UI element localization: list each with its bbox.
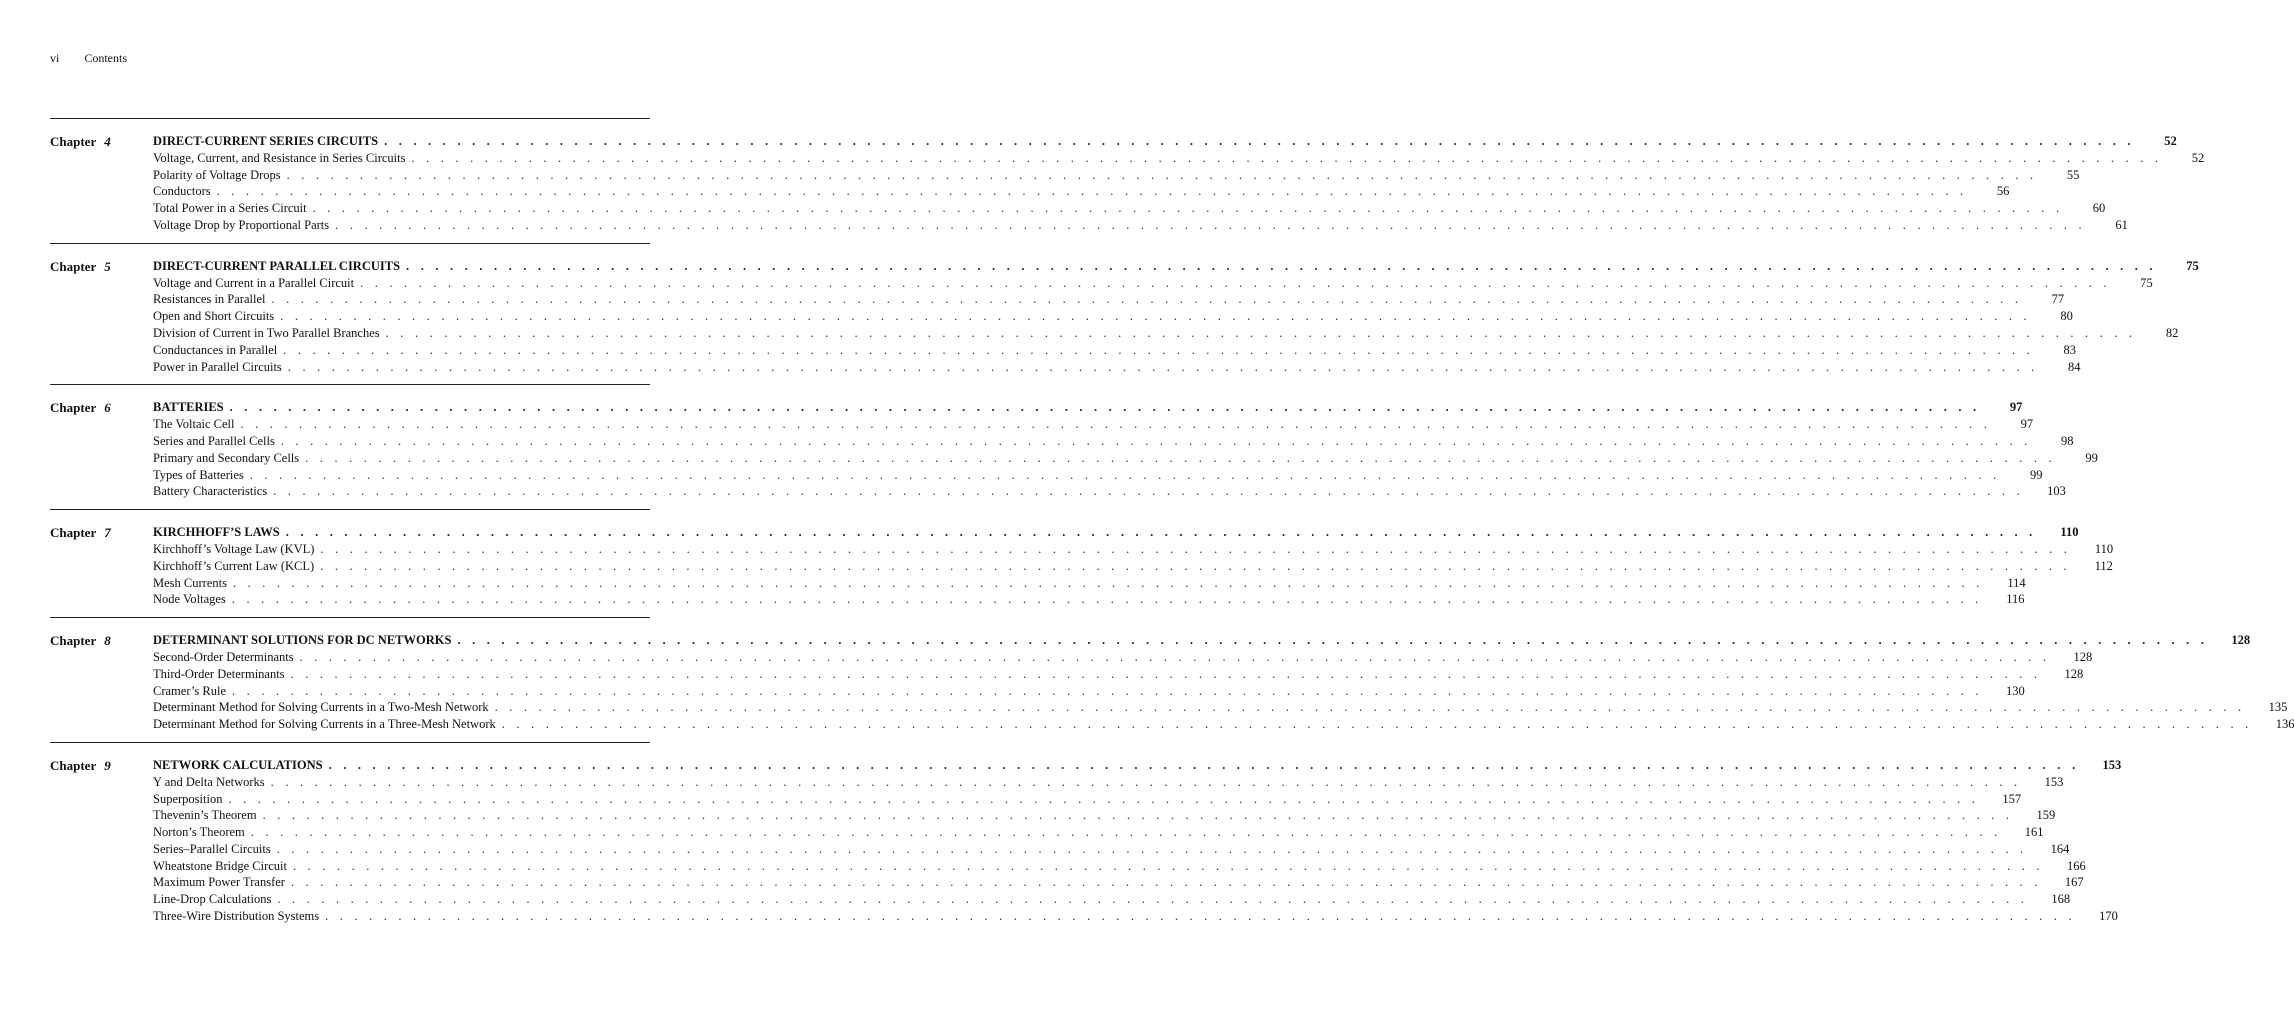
entry-title: Second-Order Determinants [153,649,294,664]
chapter-title-row[interactable] [153,258,2199,275]
dot-leader: . . . . . . . . . . . . . . . . . . . . . . . . . . . . . . . . . . . . . . . . . . . . . . . . . . . . . . . . . . . . . . . . . . . . . . . . . . . . . . . . . . . . . . . . . . . . . . . . . . . . . . . . . . . . . . . . . . . . . . . . [283,342,2034,357]
chapter-title: DIRECT-CURRENT SERIES CIRCUITS [153,134,379,148]
chapter-page: 153 [2102,757,2122,772]
toc-entry[interactable] [153,416,2034,433]
toc-entry[interactable] [153,774,2064,791]
entry-page: 116 [2006,592,2025,607]
chapter-section [50,742,2122,934]
running-head [50,51,127,66]
dot-leader: . . . . . . . . . . . . . . . . . . . . . . . . . . . . . . . . . . . . . . . . . . . . . . . . . . . . . . . . . . . . . . . . . . . . . . . . . . . . . . . . . . . . . . . . . . . . . . . . . . . . . . . . . . . . . . . . . . . . . . . . [229,400,1981,415]
toc-entry[interactable] [153,167,2080,184]
chapter-label [50,400,111,416]
chapter-entries [153,757,2122,925]
toc-entry[interactable] [153,467,2043,484]
chapter-title: KIRCHHOFF’S LAWS [153,525,280,540]
entry-page: 52 [2191,150,2205,165]
dot-leader: . . . . . . . . . . . . . . . . . . . . . . . . . . . . . . . . . . . . . . . . . . . . . . . . . . . . . . . . . . . . . . . . . . . . . . . . . . . . . . . . . . . . . . . . . . . . . . . . . . . . . . . . . . . . . . . . . . . . . . . . [240,417,1992,432]
chapter-number: 7 [104,525,111,541]
entry-title: Division of Current in Two Parallel Branches [153,325,380,340]
chapter-entries [153,399,2098,500]
entry-title: Series and Parallel Cells [153,433,275,448]
chapter-title: DIRECT-CURRENT PARALLEL CIRCUITS [153,258,401,273]
toc-entry[interactable] [153,791,2022,808]
chapter-number: 5 [104,258,111,274]
toc-entry[interactable] [153,450,2098,467]
entry-title: Y and Delta Networks [153,774,265,789]
entry-page: 114 [2007,575,2026,590]
chapter-label [50,758,111,774]
toc-entry[interactable] [153,308,2073,325]
dot-leader: . . . . . . . . . . . . . . . . . . . . . . . . . . . . . . . . . . . . . . . . . . . . . . . . . . . . . . . . . . . . . . . . . . . . . . . . . . . . . . . . . . . . . . . . . . . . . . . . . . . . . . . . . . . . . . . . . . . . . . . . [335,217,2086,232]
entry-title: Norton’s Theorem [153,825,245,840]
chapter-title: DETERMINANT SOLUTIONS FOR DC NETWORKS [153,633,452,648]
entry-title: Battery Characteristics [153,484,268,499]
dot-leader: . . . . . . . . . . . . . . . . . . . . . . . . . . . . . . . . . . . . . . . . . . . . . . . . . . . . . . . . . . . . . . . . . . . . . . . . . . . . . . . . . . . . . . . . . . . . . . . . . . . . . . . . . . . . . . . . . . . . . . . . [360,275,2111,290]
entry-page: 82 [2165,325,2179,340]
entry-title: Wheatstone Bridge Circuit [153,858,287,873]
toc-entry[interactable] [153,291,2065,308]
dot-leader: . . . . . . . . . . . . . . . . . . . . . . . . . . . . . . . . . . . . . . . . . . . . . . . . . . . . . . . . . . . . . . . . . . . . . . . . . . . . . . . . . . . . . . . . . . . . . . . . . . . . . . . . . . . . . . . . . . . . . . . . [457,633,2209,648]
entry-page: 98 [2061,433,2074,448]
entry-page: 97 [2020,417,2034,432]
entry-page: 99 [2085,450,2098,465]
chapter-section [50,617,2294,742]
entry-title: Node Voltages [153,592,226,607]
toc-entry[interactable] [153,433,2074,450]
entry-title: Conductors [153,184,211,199]
dot-leader: . . . . . . . . . . . . . . . . . . . . . . . . . . . . . . . . . . . . . . . . . . . . . . . . . . . . . . . . . . . . . . . . . . . . . . . . . . . . . . . . . . . . . . . . . . . . . . . . . . . . . . . . . . . . . . . . . . . . . . . . [293,858,2044,873]
dot-leader: . . . . . . . . . . . . . . . . . . . . . . . . . . . . . . . . . . . . . . . . . . . . . . . . . . . . . . . . . . . . . . . . . . . . . . . . . . . . . . . . . . . . . . . . . . . . . . . . . . . . . . . . . . . . . . . . . . . . . . . . [320,558,2071,573]
chapter-title-row[interactable] [153,524,2079,541]
chapter-entries [153,524,2114,608]
entry-page: 61 [2115,217,2128,232]
entry-title: Conductances in Parallel [153,342,278,357]
entry-title: Voltage Drop by Proportional Parts [153,217,330,232]
dot-leader: . . . . . . . . . . . . . . . . . . . . . . . . . . . . . . . . . . . . . . . . . . . . . . . . . . . . . . . . . . . . . . . . . . . . . . . . . . . . . . . . . . . . . . . . . . . . . . . . . . . . . . . . . . . . . . . . . . . . . . . . [228,791,1980,806]
chapter-title: NETWORK CALCULATIONS [153,757,323,772]
chapter-label [50,259,111,275]
entry-page: 77 [2051,292,2065,307]
toc-entry[interactable] [153,666,2084,683]
toc-entry[interactable] [153,150,2205,167]
toc-entry[interactable] [153,824,2044,841]
table-of-contents [50,118,2294,934]
running-title: Contents [84,51,128,65]
entry-title: Cramer’s Rule [153,683,227,698]
chapter-title-row[interactable] [153,133,2177,150]
entry-title: Kirchhoff’s Current Law (KCL) [153,558,315,573]
chapter-word: Chapter [50,633,97,649]
dot-leader: . . . . . . . . . . . . . . . . . . . . . . . . . . . . . . . . . . . . . . . . . . . . . . . . . . . . . . . . . . . . . . . . . . . . . . . . . . . . . . . . . . . . . . . . . . . . . . . . . . . . . . . . . . . . . . . . . . . . . . . . [328,757,2080,772]
toc-entry[interactable] [153,325,2179,342]
entry-page: 170 [2099,909,2118,924]
chapter-section [50,509,2114,617]
dot-leader: . . . . . . . . . . . . . . . . . . . . . . . . . . . . . . . . . . . . . . . . . . . . . . . . . . . . . . . . . . . . . . . . . . . . . . . . . . . . . . . . . . . . . . . . . . . . . . . . . . . . . . . . . . . . . . . . . . . . . . . . [305,450,2056,465]
entry-page: 168 [2051,892,2071,907]
toc-entry[interactable] [153,683,2025,700]
entry-page: 80 [2060,309,2073,324]
dot-leader: . . . . . . . . . . . . . . . . . . . . . . . . . . . . . . . . . . . . . . . . . . . . . . . . . . . . . . . . . . . . . . . . . . . . . . . . . . . . . . . . . . . . . . . . . . . . . . . . . . . . . . . . . . . . . . . . . . . . . . . . [216,184,1968,199]
chapter-word: Chapter [50,400,97,416]
toc-entry[interactable] [153,591,2025,608]
toc-entry[interactable] [153,342,2076,359]
chapter-title-row[interactable] [153,399,2023,416]
dot-leader: . . . . . . . . . . . . . . . . . . . . . . . . . . . . . . . . . . . . . . . . . . . . . . . . . . . . . . . . . . . . . . . . . . . . . . . . . . . . . . . . . . . . . . . . . . . . . . . . . . . . . . . . . . . . . . . . . . . . . . . . [385,325,2137,340]
entry-page: 83 [2063,342,2076,357]
dot-leader: . . . . . . . . . . . . . . . . . . . . . . . . . . . . . . . . . . . . . . . . . . . . . . . . . . . . . . . . . . . . . . . . . . . . . . . . . . . . . . . . . . . . . . . . . . . . . . . . . . . . . . . . . . . . . . . . . . . . . . . . [312,201,2064,216]
chapter-word: Chapter [50,757,97,773]
entry-page: 161 [2024,825,2044,840]
dot-leader: . . . . . . . . . . . . . . . . . . . . . . . . . . . . . . . . . . . . . . . . . . . . . . . . . . . . . . . . . . . . . . . . . . . . . . . . . . . . . . . . . . . . . . . . . . . . . . . . . . . . . . . . . . . . . . . . . . . . . . . . [285,525,2037,540]
entry-title: Determinant Method for Solving Currents in a Two-Mesh Network [153,700,489,715]
entry-title: Power in Parallel Circuits [153,359,282,374]
dot-leader: . . . . . . . . . . . . . . . . . . . . . . . . . . . . . . . . . . . . . . . . . . . . . . . . . . . . . . . . . . . . . . . . . . . . . . . . . . . . . . . . . . . . . . . . . . . . . . . . . . . . . . . . . . . . . . . . . . . . . . . . [249,467,2001,482]
entry-title: Voltage and Current in a Parallel Circuit [153,275,355,290]
entry-title: Determinant Method for Solving Currents in a Three-Mesh Network [153,717,496,732]
chapter-word: Chapter [50,525,97,541]
chapter-label [50,525,111,541]
entry-title: Thevenin’s Theorem [153,808,257,823]
entry-title: Line-Drop Calculations [153,892,272,907]
toc-entry[interactable] [153,858,2086,875]
dot-leader: . . . . . . . . . . . . . . . . . . . . . . . . . . . . . . . . . . . . . . . . . . . . . . . . . . . . . . . . . . . . . . . . . . . . . . . . . . . . . . . . . . . . . . . . . . . . . . . . . . . . . . . . . . . . . . . . . . . . . . . . [286,167,2038,182]
entry-page: 166 [2066,858,2086,873]
chapter-number: 9 [104,757,111,773]
entry-title: Series–Parallel Circuits [153,841,271,856]
entry-title: Superposition [153,791,223,806]
dot-leader: . . . . . . . . . . . . . . . . . . . . . . . . . . . . . . . . . . . . . . . . . . . . . . . . . . . . . . . . . . . . . . . . . . . . . . . . . . . . . . . . . . . . . . . . . . . . . . . . . . . . . . . . . . . . . . . . . . . . . . . . [250,825,2002,840]
dot-leader: . . . . . . . . . . . . . . . . . . . . . . . . . . . . . . . . . . . . . . . . . . . . . . . . . . . . . . . . . . . . . . . . . . . . . . . . . . . . . . . . . . . . . . . . . . . . . . . . . . . . . . . . . . . . . . . . . . . . . . . . [276,841,2028,856]
chapter-word: Chapter [50,134,97,149]
toc-entry[interactable] [153,699,2288,716]
entry-page: 84 [2067,359,2081,374]
entry-title: Kirchhoff’s Voltage Law (KVL) [153,541,315,556]
chapter-label [50,633,111,649]
entry-page: 112 [2094,558,2113,573]
entry-page: 153 [2044,774,2064,789]
toc-entry[interactable] [153,483,2066,500]
chapter-entries [153,258,2199,376]
dot-leader: . . . . . . . . . . . . . . . . . . . . . . . . . . . . . . . . . . . . . . . . . . . . . . . . . . . . . . . . . . . . . . . . . . . . . . . . . . . . . . . . . . . . . . . . . . . . . . . . . . . . . . . . . . . . . . . . . . . . . . . . [320,541,2072,556]
toc-entry[interactable] [153,558,2113,575]
chapter-number: 4 [104,134,111,149]
entry-page: 128 [2073,649,2093,664]
dot-leader: . . . . . . . . . . . . . . . . . . . . . . . . . . . . . . . . . . . . . . . . . . . . . . . . . . . . . . . . . . . . . . . . . . . . . . . . . . . . . . . . . . . . . . . . . . . . . . . . . . . . . . . . . . . . . . . . . . . . . . . . [287,359,2039,374]
toc-entry[interactable] [153,891,2071,908]
toc-entry[interactable] [153,874,2084,891]
dot-leader: . . . . . . . . . . . . . . . . . . . . . . . . . . . . . . . . . . . . . . . . . . . . . . . . . . . . . . . . . . . . . . . . . . . . . . . . . . . . . . . . . . . . . . . . . . . . . . . . . . . . . . . . . . . . . . . . . . . . . . . . [280,433,2032,448]
chapter-title-row[interactable] [153,632,2251,649]
toc-entry[interactable] [153,575,2026,592]
entry-title: Polarity of Voltage Drops [153,167,281,182]
toc-entry[interactable] [153,359,2081,376]
chapter-page: 52 [2164,134,2177,148]
dot-leader: . . . . . . . . . . . . . . . . . . . . . . . . . . . . . . . . . . . . . . . . . . . . . . . . . . . . . . . . . . . . . . . . . . . . . . . . . . . . . . . . . . . . . . . . . . . . . . . . . . . . . . . . . . . . . . . . . . . . . . . . [290,875,2042,890]
dot-leader: . . . . . . . . . . . . . . . . . . . . . . . . . . . . . . . . . . . . . . . . . . . . . . . . . . . . . . . . . . . . . . . . . . . . . . . . . . . . . . . . . . . . . . . . . . . . . . . . . . . . . . . . . . . . . . . . . . . . . . . . [262,808,2014,823]
dot-leader: . . . . . . . . . . . . . . . . . . . . . . . . . . . . . . . . . . . . . . . . . . . . . . . . . . . . . . . . . . . . . . . . . . . . . . . . . . . . . . . . . . . . . . . . . . . . . . . . . . . . . . . . . . . . . . . . . . . . . . . . [231,592,1983,607]
toc-entry[interactable] [153,541,2114,558]
dot-leader: . . . . . . . . . . . . . . . . . . . . . . . . . . . . . . . . . . . . . . . . . . . . . . . . . . . . . . . . . . . . . . . . . . . . . . . . . . . . . . . . . . . . . . . . . . . . . . . . . . . . . . . . . . . . . . . . . . . . . . . . [232,575,1984,590]
chapter-number: 6 [104,400,111,416]
entry-title: Three-Wire Distribution Systems [153,909,320,924]
chapter-page: 128 [2231,633,2251,648]
entry-page: 128 [2064,666,2084,681]
chapter-number: 8 [104,633,111,649]
toc-entry[interactable] [153,275,2153,292]
dot-leader: . . . . . . . . . . . . . . . . . . . . . . . . . . . . . . . . . . . . . . . . . . . . . . . . . . . . . . . . . . . . . . . . . . . . . . . . . . . . . . . . . . . . . . . . . . . . . . . . . . . . . . . . . . . . . . . . . . . . . . . . [273,484,2024,499]
chapter-label [50,134,111,150]
chapter-section [50,243,2199,385]
toc-entry[interactable] [153,217,2128,234]
entry-title: Resistances in Parallel [153,292,266,307]
chapter-title: BATTERIES [153,400,224,415]
entry-page: 130 [2005,683,2025,698]
entry-title: Maximum Power Transfer [153,875,285,890]
dot-leader: . . . . . . . . . . . . . . . . . . . . . . . . . . . . . . . . . . . . . . . . . . . . . . . . . . . . . . . . . . . . . . . . . . . . . . . . . . . . . . . . . . . . . . . . . . . . . . . . . . . . . . . . . . . . . . . . . . . . . . . . [271,292,2023,307]
entry-page: 55 [2066,167,2080,182]
entry-page: 164 [2050,841,2070,856]
chapter-word: Chapter [50,258,97,274]
chapter-section [50,118,2205,243]
toc-entry[interactable] [153,200,2106,217]
chapter-page: 75 [2186,258,2199,273]
entry-page: 75 [2140,275,2153,290]
toc-entry[interactable] [153,841,2070,858]
entry-title: Third-Order Determinants [153,666,285,681]
dot-leader: . . . . . . . . . . . . . . . . . . . . . . . . . . . . . . . . . . . . . . . . . . . . . . . . . . . . . . . . . . . . . . . . . . . . . . . . . . . . . . . . . . . . . . . . . . . . . . . . . . . . . . . . . . . . . . . . . . . . . . . . [406,258,2157,273]
page-number: vi [50,51,60,65]
entry-page: 136 [2275,717,2294,732]
dot-leader: . . . . . . . . . . . . . . . . . . . . . . . . . . . . . . . . . . . . . . . . . . . . . . . . . . . . . . . . . . . . . . . . . . . . . . . . . . . . . . . . . . . . . . . . . . . . . . . . . . . . . . . . . . . . . . . . . . . . . . . . [494,700,2246,715]
chapter-section [50,384,2098,509]
toc-entry[interactable] [153,183,2010,200]
entry-page: 167 [2064,875,2084,890]
chapter-page: 110 [2060,525,2079,540]
toc-entry[interactable] [153,649,2093,666]
entry-page: 56 [1996,184,2010,199]
dot-leader: . . . . . . . . . . . . . . . . . . . . . . . . . . . . . . . . . . . . . . . . . . . . . . . . . . . . . . . . . . . . . . . . . . . . . . . . . . . . . . . . . . . . . . . . . . . . . . . . . . . . . . . . . . . . . . . . . . . . . . . . [299,649,2051,664]
entry-page: 159 [2036,808,2056,823]
dot-leader: . . . . . . . . . . . . . . . . . . . . . . . . . . . . . . . . . . . . . . . . . . . . . . . . . . . . . . . . . . . . . . . . . . . . . . . . . . . . . . . . . . . . . . . . . . . . . . . . . . . . . . . . . . . . . . . . . . . . . . . . [384,134,2135,148]
entry-title: Total Power in a Series Circuit [153,201,307,216]
toc-entry[interactable] [153,716,2294,733]
dot-leader: . . . . . . . . . . . . . . . . . . . . . . . . . . . . . . . . . . . . . . . . . . . . . . . . . . . . . . . . . . . . . . . . . . . . . . . . . . . . . . . . . . . . . . . . . . . . . . . . . . . . . . . . . . . . . . . . . . . . . . . . [290,666,2042,681]
chapter-entries [153,133,2205,234]
dot-leader: . . . . . . . . . . . . . . . . . . . . . . . . . . . . . . . . . . . . . . . . . . . . . . . . . . . . . . . . . . . . . . . . . . . . . . . . . . . . . . . . . . . . . . . . . . . . . . . . . . . . . . . . . . . . . . . . . . . . . . . . [270,774,2022,789]
chapter-title-row[interactable] [153,757,2122,774]
entry-page: 110 [2094,541,2114,556]
dot-leader: . . . . . . . . . . . . . . . . . . . . . . . . . . . . . . . . . . . . . . . . . . . . . . . . . . . . . . . . . . . . . . . . . . . . . . . . . . . . . . . . . . . . . . . . . . . . . . . . . . . . . . . . . . . . . . . . . . . . . . . . [232,683,1983,698]
entry-page: 157 [2002,791,2022,806]
dot-leader: . . . . . . . . . . . . . . . . . . . . . . . . . . . . . . . . . . . . . . . . . . . . . . . . . . . . . . . . . . . . . . . . . . . . . . . . . . . . . . . . . . . . . . . . . . . . . . . . . . . . . . . . . . . . . . . . . . . . . . . . [501,717,2253,732]
entry-title: Mesh Currents [153,575,227,590]
dot-leader: . . . . . . . . . . . . . . . . . . . . . . . . . . . . . . . . . . . . . . . . . . . . . . . . . . . . . . . . . . . . . . . . . . . . . . . . . . . . . . . . . . . . . . . . . . . . . . . . . . . . . . . . . . . . . . . . . . . . . . . . [277,892,2029,907]
toc-entry[interactable] [153,908,2118,925]
toc-entry[interactable] [153,807,2056,824]
entry-title: The Voltaic Cell [153,417,235,432]
entry-title: Types of Batteries [153,467,244,482]
entry-page: 99 [2029,467,2043,482]
chapter-page: 97 [2009,400,2023,415]
dot-leader: . . . . . . . . . . . . . . . . . . . . . . . . . . . . . . . . . . . . . . . . . . . . . . . . . . . . . . . . . . . . . . . . . . . . . . . . . . . . . . . . . . . . . . . . . . . . . . . . . . . . . . . . . . . . . . . . . . . . . . . . [280,309,2031,324]
entry-page: 60 [2092,201,2106,216]
entry-page: 135 [2268,700,2288,715]
entry-page: 103 [2047,484,2066,499]
chapter-entries [153,632,2294,733]
entry-title: Open and Short Circuits [153,309,275,324]
dot-leader: . . . . . . . . . . . . . . . . . . . . . . . . . . . . . . . . . . . . . . . . . . . . . . . . . . . . . . . . . . . . . . . . . . . . . . . . . . . . . . . . . . . . . . . . . . . . . . . . . . . . . . . . . . . . . . . . . . . . . . . . [325,909,2076,924]
entry-title: Voltage, Current, and Resistance in Series Circuits [153,150,406,165]
dot-leader: . . . . . . . . . . . . . . . . . . . . . . . . . . . . . . . . . . . . . . . . . . . . . . . . . . . . . . . . . . . . . . . . . . . . . . . . . . . . . . . . . . . . . . . . . . . . . . . . . . . . . . . . . . . . . . . . . . . . . . . . [411,150,2163,165]
entry-title: Primary and Secondary Cells [153,450,300,465]
